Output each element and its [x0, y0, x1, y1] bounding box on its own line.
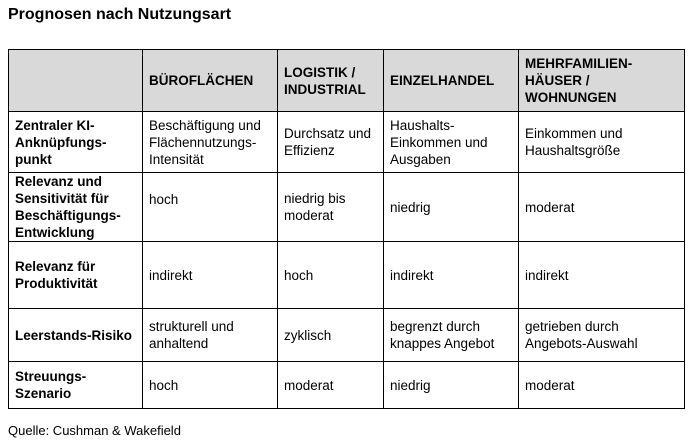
table-header-row	[9, 50, 685, 112]
row-label: Zentraler KI-Anknüpfungs-punkt	[9, 112, 143, 173]
table-cell: indirekt	[384, 242, 519, 309]
table-row	[9, 309, 685, 362]
table-cell: Durchsatz und Effizienz	[278, 112, 384, 173]
row-label: Leerstands-Risiko	[9, 309, 143, 362]
table-cell: Haushalts-Einkommen und Ausgaben	[384, 112, 519, 173]
source-note: Quelle: Cushman & Wakefield	[8, 423, 181, 438]
table-cell: hoch	[278, 242, 384, 309]
table-cell: strukturell und anhaltend	[143, 309, 278, 362]
table-cell: moderat	[519, 173, 685, 242]
header-mehrfamilienhaeuser: MEHRFAMILIEN-HÄUSER / WOHNUNGEN	[519, 50, 685, 112]
table-row	[9, 112, 685, 173]
forecast-table	[8, 49, 685, 409]
table-cell: indirekt	[143, 242, 278, 309]
table-cell: moderat	[278, 362, 384, 409]
table-row	[9, 362, 685, 409]
header-einzelhandel: EINZELHANDEL	[384, 50, 519, 112]
table-cell: indirekt	[519, 242, 685, 309]
header-bueroflaechen: BÜROFLÄCHEN	[143, 50, 278, 112]
table-row	[9, 242, 685, 309]
page-title: Prognosen nach Nutzungsart	[8, 6, 232, 23]
row-label: Relevanz und Sensitivität für Beschäftigungs-Entwicklung	[9, 173, 143, 242]
table-cell: moderat	[519, 362, 685, 409]
table-cell: niedrig bis moderat	[278, 173, 384, 242]
table-cell: zyklisch	[278, 309, 384, 362]
header-logistik: LOGISTIK / INDUSTRIAL	[278, 50, 384, 112]
header-corner	[9, 50, 143, 112]
table-cell: hoch	[143, 362, 278, 409]
table-cell: getrieben durch Angebots-Auswahl	[519, 309, 685, 362]
table-cell: hoch	[143, 173, 278, 242]
table-cell: Einkommen und Haushaltsgröße	[519, 112, 685, 173]
table-cell: niedrig	[384, 173, 519, 242]
row-label: Streuungs-Szenario	[9, 362, 143, 409]
table-cell: niedrig	[384, 362, 519, 409]
table-cell: Beschäftigung und Flächennutzungs-Intensität	[143, 112, 278, 173]
table-cell: begrenzt durch knappes Angebot	[384, 309, 519, 362]
table-row	[9, 173, 685, 242]
row-label: Relevanz für Produktivität	[9, 242, 143, 309]
